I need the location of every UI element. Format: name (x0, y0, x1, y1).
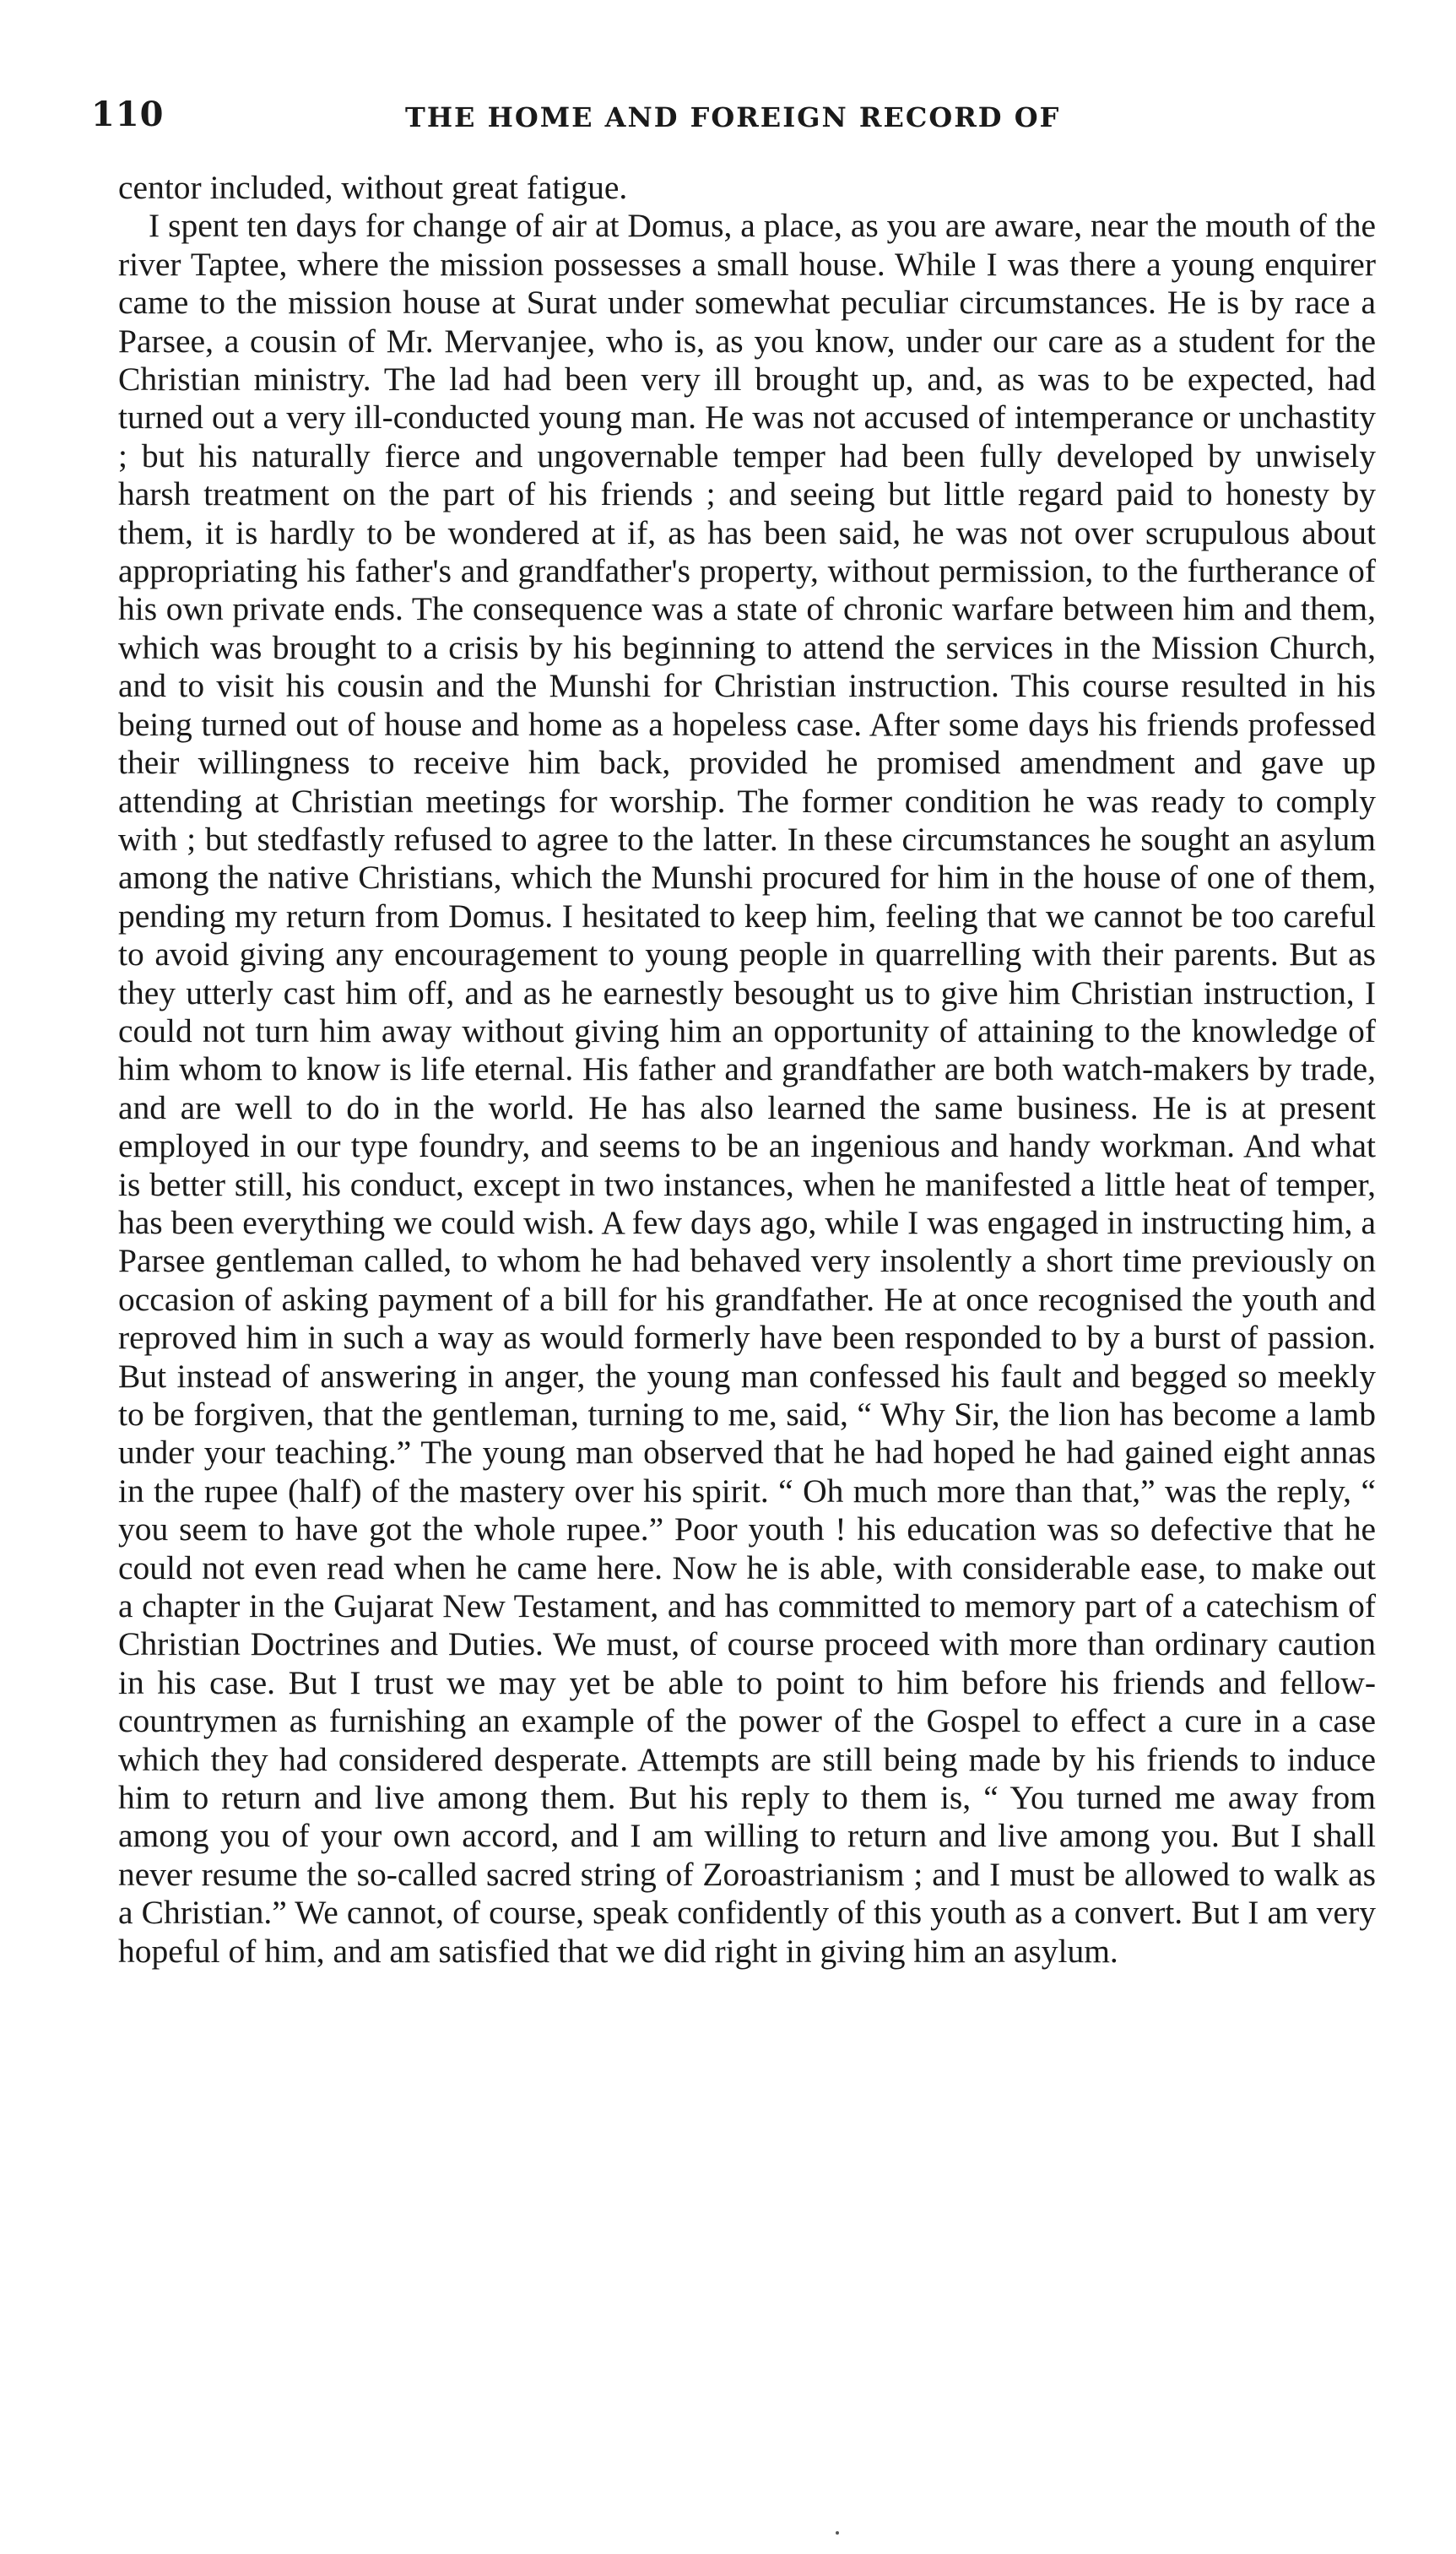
page-number: 110 (91, 95, 165, 134)
body-text (118, 169, 1376, 1971)
main-paragraph: I spent ten days for change of air at Domus, a place, as you are aware, near the mouth of the river Taptee, where the mission possesses a small house. While I was there a young enquirer came to the mission house at Surat under somewhat peculiar circumstances. He is by race a Parsee, a cousin of Mr. Mervanjee, who is, as you know, under our care as a student for the Christian ministry. The lad had been very ill brought up, and, as was to be expected, had turned out a very ill-conducted young man. He was not accused of intemperance or unchastity ; but his naturally fierce and ungovernable temper had been fully developed by unwisely harsh treatment on the part of his friends ; and seeing but little regard paid to honesty by them, it is hardly to be wondered at if, as has been said, he was not over scrupulous about appropriating his father's and grandfather's property, without permission, to the furtherance of his own private ends. The consequence was a state of chronic warfare between him and them, which was brought to a crisis by his beginning to attend the services in the Mission Church, and to visit his cousin and the Munshi for Christian instruction. This course resulted in his being turned out of house and home as a hopeless case. After some days his friends professed their willingness to receive him back, provided he promised amendment and gave up attending at Christian meetings for worship. The former condition he was ready to comply with ; but stedfastly refused to agree to the latter. In these circumstances he sought an asylum among the native Christians, which the Munshi procured for him in the house of one of them, pending my return from Domus. I hesitated to keep him, feeling that we cannot be too careful to avoid giving any encouragement to young people in quarrelling with their parents. But as they utterly cast him off, and as he earnestly besought us to give him Christian instruction, I could not turn him away without giving him an opportunity of attaining to the knowledge of him whom to know is life eternal. His father and grandfather are both watch-makers by trade, and are well to do in the world. He has also learned the same business. He is at present employed in our type foundry, and seems to be an ingenious and handy workman. And what is better still, his conduct, except in two instances, when he manifested a little heat of temper, has been everything we could wish. A few days ago, while I was engaged in instructing him, a Parsee gentleman called, to whom he had behaved very insolently a short time previously on occasion of asking payment of a bill for his grandfather. He at once recognised the youth and reproved him in such a way as would formerly have been responded to by a burst of passion. But instead of answering in anger, the young man confessed his fault and begged so meekly to be forgiven, that the gentleman, turning to me, said, “ Why Sir, the lion has become a lamb under your teaching.” The young man observed that he had hoped he had gained eight annas in the rupee (half) of the mastery over his spirit. “ Oh much more than that,” was the reply, “ you seem to have got the whole rupee.” Poor youth ! his education was so defective that he could not even read when he came here. Now he is able, with considerable ease, to make out a chapter in the Gujarat New Testament, and has committed to memory part of a catechism of Christian Doctrines and Duties. We must, of course proceed with more than ordinary caution in his case. But I trust we may yet be able to point to him before his friends and fellow-countrymen as furnishing an example of the power of the Gospel to effect a cure in a case which they had considered desperate. Attempts are still being made by his friends to induce him to return and live among them. But his reply to them is, “ You turned me away from among you of your own accord, and I am willing to return and live among you. But I shall never resume the so-called sacred string of Zoroastrianism ; and I must be allowed to walk as a Christian.” We cannot, of course, speak confidently of this youth as a convert. But I am very hopeful of him, and am satisfied that we did right in giving him an asylum. (118, 207, 1376, 1970)
running-title: THE HOME AND FOREIGN RECORD OF (405, 101, 1061, 133)
ink-speck (836, 2531, 839, 2535)
continuation-line: centor included, without great fatigue. (118, 169, 628, 206)
